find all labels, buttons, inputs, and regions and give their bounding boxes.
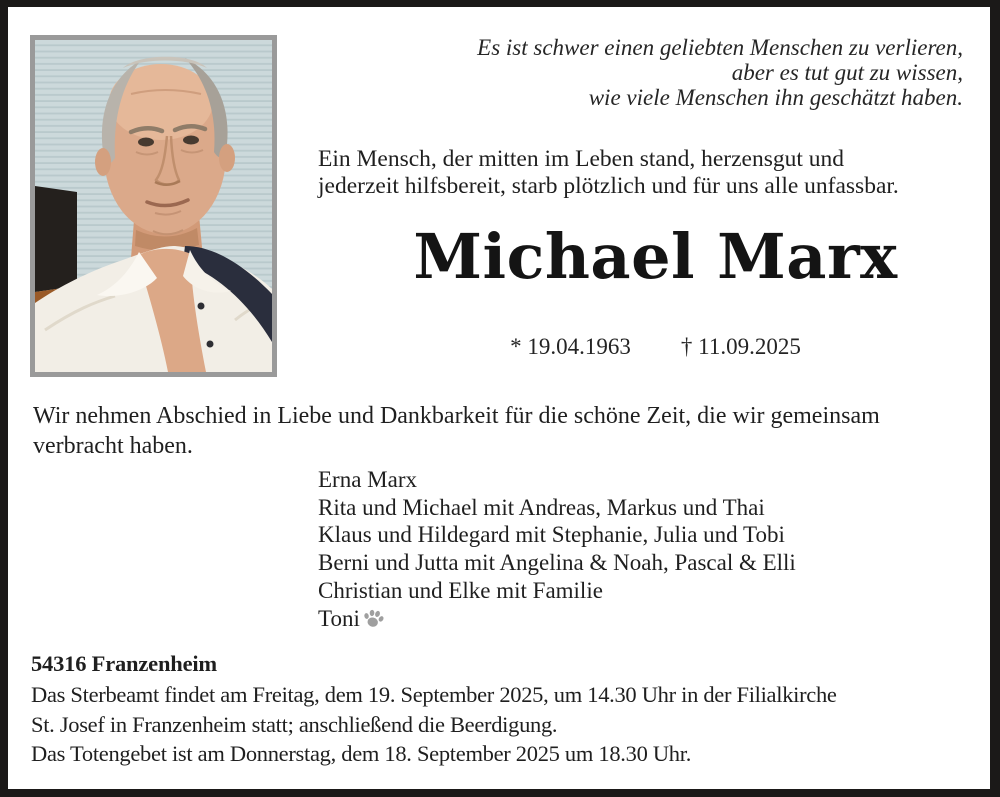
service-info-line: Das Sterbeamt findet am Freitag, dem 19. September 2025, um 14.30 Uhr in der Filialkirche — [31, 682, 837, 707]
mourner-name: Toni — [318, 605, 360, 631]
epigraph-line: aber es tut gut zu wissen, — [731, 59, 963, 85]
portrait-illustration — [35, 40, 272, 372]
prayer-info: Das Totengebet ist am Donnerstag, dem 18. September 2025 um 18.30 Uhr. — [31, 741, 692, 766]
epigraph — [428, 36, 963, 110]
farewell-line: verbracht haben. — [33, 432, 193, 459]
mourner-line: Christian und Elke mit Familie — [318, 577, 603, 603]
epigraph-line: Es ist schwer einen geliebten Menschen zu verlieren, — [477, 35, 963, 60]
portrait-photo — [30, 35, 277, 377]
epigraph-line: wie viele Menschen ihn geschätzt haben. — [588, 84, 963, 110]
mourners-list — [318, 466, 796, 634]
mourner-line: Klaus und Hildegard mit Stephanie, Julia und Tobi — [318, 522, 785, 548]
farewell-text — [33, 402, 880, 461]
service-info — [31, 680, 837, 739]
deceased-name: Michael Marx — [413, 220, 898, 293]
place-line: 54316 Franzenheim — [31, 651, 217, 676]
mourner-line: Berni und Jutta mit Angelina & Noah, Pascal & Elli — [318, 550, 796, 576]
farewell-line: Wir nehmen Abschied in Liebe und Dankbarkeit für die schöne Zeit, die wir gemeinsam — [33, 403, 880, 429]
service-info-line: St. Josef in Franzenheim statt; anschließend die Beerdigung. — [31, 711, 558, 737]
life-dates — [333, 334, 978, 360]
mourner-line — [318, 605, 796, 635]
mourner-line: Erna Marx — [318, 467, 417, 492]
death-date: † 11.09.2025 — [680, 334, 801, 359]
mourner-line: Rita und Michael mit Andreas, Markus und Thai — [318, 494, 765, 520]
intro-text — [318, 146, 899, 200]
paw-print-icon — [363, 607, 384, 635]
birth-date: * 19.04.1963 — [510, 334, 631, 359]
intro-line: jederzeit hilfsbereit, starb plötzlich und für uns alle unfassbar. — [318, 173, 899, 199]
intro-line: Ein Mensch, der mitten im Leben stand, herzensgut und — [318, 146, 845, 172]
